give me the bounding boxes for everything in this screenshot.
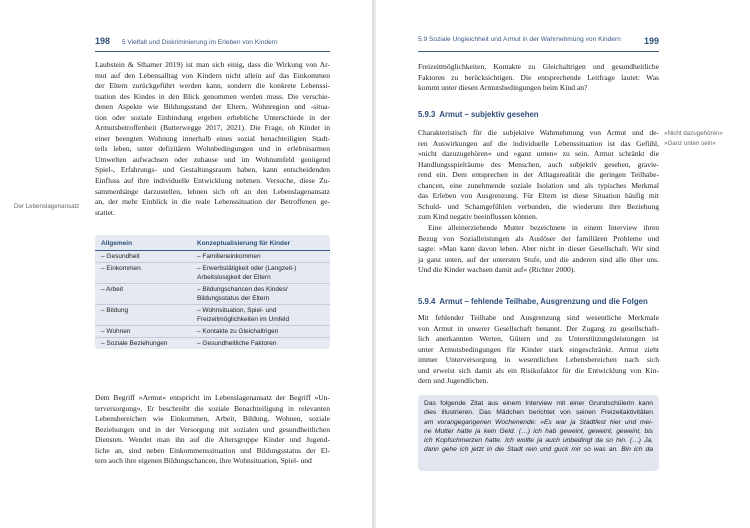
table-row xyxy=(95,251,330,263)
section-heading-5-9-3 xyxy=(418,110,539,119)
text-line: Umwelten aufwachsen oder zuhause und im Wohnumfeld genügend xyxy=(95,154,330,164)
text-line: mut auf den Lebensalltag von Kindern nicht allein auf das Einkommen xyxy=(95,70,330,80)
table-cell-general: – Soziale Beziehungen xyxy=(101,340,168,347)
right-header-rule xyxy=(418,51,659,52)
text-line: Einfluss auf ihre individuelle Entwicklung nehmen. Versuche, diese Zu- xyxy=(95,176,330,186)
text-line: Handlungsspielräume des Menschen, auch subjektiv gesehen, gravie- xyxy=(418,159,659,169)
text-line: Armutsbetroffenheit (Butterwegge 2017, 2021). Die Frage, ob Kinder in xyxy=(95,123,330,133)
left-header-rule xyxy=(95,51,330,52)
table-header-general: Allgemein xyxy=(95,235,191,251)
table-cell-concept: – Bildungschancen des Kindes/ Bildungsstatus der Eltern xyxy=(191,284,330,305)
section-title: Armut – subjektiv gesehen xyxy=(439,110,539,119)
text-line: liche an, sind neben Einkommenssituation und Bildungsstatus der El- xyxy=(95,445,330,455)
quote-line: dies illustrieren. Das Mädchen berichtet von seinen Freizeitaktivitäten xyxy=(424,409,653,417)
section-number: 5.9.3 xyxy=(418,110,436,119)
text-line: unter Armutsbedingungen für Kinder stark eingeschränkt. Armut zieht xyxy=(418,344,659,354)
table-cell-general: – Gesundheit xyxy=(95,251,191,263)
right-page-header xyxy=(418,36,659,50)
text-line: Beziehungen und in der Versorgung mit sozialen und gesundheitlichen xyxy=(95,424,330,434)
text-line: ren Auswirkungen auf die individuelle Lebenssituation ist das Gefühl, xyxy=(418,138,659,148)
quote-line: dann gehe ich jetzt in die Stadt rein und guck mir so was an. Bin ich da xyxy=(424,446,653,454)
text-line: an, der mehr Einblick in die reale Lebenssituation der Betroffenen ge- xyxy=(95,197,330,207)
text-line: Spiel-, Erfahrungs- und Gestaltungsraum haben, kann entscheidenden xyxy=(95,165,330,175)
table-cell-concept: – Kontakte zu Gleichaltrigen xyxy=(191,326,330,338)
text-line: denen Aspekte wie Bildungsstand der Eltern, Wohnregion und -situa- xyxy=(95,102,330,112)
text-line: Freizeitmöglichkeiten, Kontakte zu Gleichaltrigen und gesundheitliche xyxy=(418,62,659,71)
table-cell-concept: – Erwerbstätigkeit oder (Langzeit-) Arbeitslosigkeit der Eltern xyxy=(191,263,330,284)
text-line: Schuld- und Schamgefühlen verbunden, die wiederum ihre Beziehung xyxy=(418,201,659,211)
section-title: Armut – fehlende Teilhabe, Ausgrenzung und die Folgen xyxy=(439,297,648,306)
left-paragraph-2 xyxy=(95,393,330,467)
quote-line: ne Mutter hatte ja kein Geld. (…) ich hab geweint, geweint, geweint, bis xyxy=(424,427,653,435)
text-line: Diensten. Wendet man ihn auf die Altersgruppe Kinder und Jugend- xyxy=(95,435,330,445)
right-chapter-title: 5.9 Soziale Ungleichheit und Armut in der Wahrnehmung von Kindern xyxy=(418,36,621,43)
text-line: dern und Jugendlichen. xyxy=(418,376,489,386)
text-line: »nicht dazuzugehören« und »ganz unten« zu sein. Armut schränkt die xyxy=(418,149,659,159)
text-line: tuation des Kindes in den Blick genommen werden muss. Die verschie- xyxy=(95,91,330,101)
table-cell-concept: – Familieneinkommen xyxy=(191,251,330,263)
text-line: Bezug von Sozialleistungen als Auslöser der familiären Probleme und xyxy=(418,233,659,243)
right-page-number: 199 xyxy=(643,36,659,46)
left-chapter-title: 5 Vielfalt und Diskriminierung im Erleben von Kindern xyxy=(121,39,278,46)
text-line: Mit fehlender Teilhabe und Ausgrenzung sind wesentliche Merkmale xyxy=(418,313,659,322)
text-line: Dem Begriff »Armut« entspricht im Lebenslagenansatz der Begriff »Un- xyxy=(95,393,330,402)
quote-line: Das folgende Zitat aus einem Interview mit einer Grundschülerin kann xyxy=(424,400,653,407)
table-cell-general: – Einkommen xyxy=(95,263,191,284)
right-intro-paragraph xyxy=(418,62,659,94)
table-row xyxy=(95,284,330,305)
text-line: kommt unter diesen Armutsbedingungen beim Kind an? xyxy=(418,83,588,93)
text-line: ja ganz unten, auf der untersten Stufe, und die anderen sind alle über uns. xyxy=(418,254,659,264)
quote-line: am vorangegangenen Wochenende: »Es war ja Stadtfest hier und mei- xyxy=(424,418,653,426)
lebenslagen-table xyxy=(95,235,330,349)
interview-quote-box xyxy=(418,395,659,471)
table-cell-general: – Arbeit xyxy=(95,284,191,305)
text-line: Laubstein & Sthamer 2019) ist man sich einig, dass die Wirkung von Ar- xyxy=(95,60,330,69)
margin-note-ganz-unten: »Ganz unten sein« xyxy=(664,140,716,147)
margin-note-nicht-dazugehoeren: »Nicht dazugehören« xyxy=(664,130,723,137)
table-row xyxy=(95,338,330,350)
text-line: von Armut in unserer Gesellschaft benannt. Der Zugang zu gesellschaft- xyxy=(418,323,659,333)
text-line: stattet. xyxy=(95,207,115,217)
left-page-header xyxy=(95,36,330,50)
section-heading-5-9-4 xyxy=(418,297,648,306)
table-cell-general: – Wohnen xyxy=(95,326,191,338)
text-line: tern auch ihre eigenen Bildungschancen, ihre Wohnsituation, Spiel- und xyxy=(95,456,312,466)
table-row xyxy=(95,326,330,338)
table-header-row xyxy=(95,235,330,251)
margin-note-lebenslagenansatz: Der Lebenslagenansatz xyxy=(14,203,80,210)
text-line: sagte: »Man kann davon leben. Aber nicht in dieser Gesellschaft. Wir sind xyxy=(418,244,659,254)
text-line: immer Unterversorgung in wesentlichen Lebensbereichen nach sich xyxy=(418,355,659,365)
text-line: Lebensbereichen wie Einkommen, Arbeit, Bildung, Wohnen, soziale xyxy=(95,414,330,424)
text-line: rend ein. Dem entsprechen in der Alltagsrealität die geringen Teilhabe- xyxy=(418,170,659,180)
text-line: lich anerkannten Werten, Gütern und zu Unterstützungsleistungen ist xyxy=(418,334,659,344)
text-line: chancen, eine zunehmende soziale Isolation und als typisches Merkmal xyxy=(418,180,659,190)
table-cell-concept: – Wohnsituation, Spiel- und Freizeitmöglichkeiten im Umfeld xyxy=(191,305,330,326)
quote-line: ich Kopfschmerzen hatte. Ich wollte ja auch unbedingt da so hin. (…) Ja, xyxy=(424,437,653,445)
section-5-9-4-paragraph xyxy=(418,313,659,387)
table-cell-general: – Bildung xyxy=(95,305,191,326)
text-line: teils leben, unter defizitären Wohnbedingungen und in erlebnisarmen xyxy=(95,144,330,154)
section-number: 5.9.4 xyxy=(418,297,436,306)
left-page-number: 198 xyxy=(95,36,111,46)
text-line: zum Kind negativ beeinflussen können. xyxy=(418,212,538,222)
text-line: einer beengten Wohnung innerhalb eines sozial benachteiligten Stadt- xyxy=(95,133,330,143)
text-line: Faktoren zu berücksichtigen. Die entsprechende Leitfrage lautet: Was xyxy=(418,72,659,82)
text-line: der Eltern zurückgeführt werden kann, sondern die konkrete Lebenssi- xyxy=(95,81,330,91)
text-line: und erweist sich damit als ein Risikofaktor für die Entwicklung von Kin- xyxy=(418,365,659,375)
text-line: terversorgung«. Er beschreibt die soziale Benachteiligung in relevanten xyxy=(95,403,330,413)
section-5-9-3-paragraph xyxy=(418,128,659,223)
table-row xyxy=(95,263,330,284)
text-line: tion oder soziale Einbindung ergeben erhebliche Unterschiede in der xyxy=(95,112,330,122)
text-line: Und die Kinder wachsen damit auf« (Richter 2000). xyxy=(418,265,576,275)
text-line: Charakteristisch für die subjektive Wahrnehmung von Armut und de- xyxy=(418,128,659,137)
text-line: Eine alleinerziehende Mutter bezeichnete in einem Interview ihren xyxy=(428,223,659,232)
table-cell-concept: – Gesundheitliche Faktoren xyxy=(197,340,277,347)
table-row xyxy=(95,305,330,326)
section-5-9-3-interview-paragraph xyxy=(418,223,659,276)
left-paragraph-1 xyxy=(95,60,330,218)
table-header-concept: Konzeptualisierung für Kinder xyxy=(191,235,330,251)
text-line: sammenhänge darzustellen, lehnen sich oft an den Lebenslagenansatz xyxy=(95,186,330,196)
text-line: das Erleben von Ausgrenzung. Für Eltern ist diese Situation häufig mit xyxy=(418,191,659,201)
